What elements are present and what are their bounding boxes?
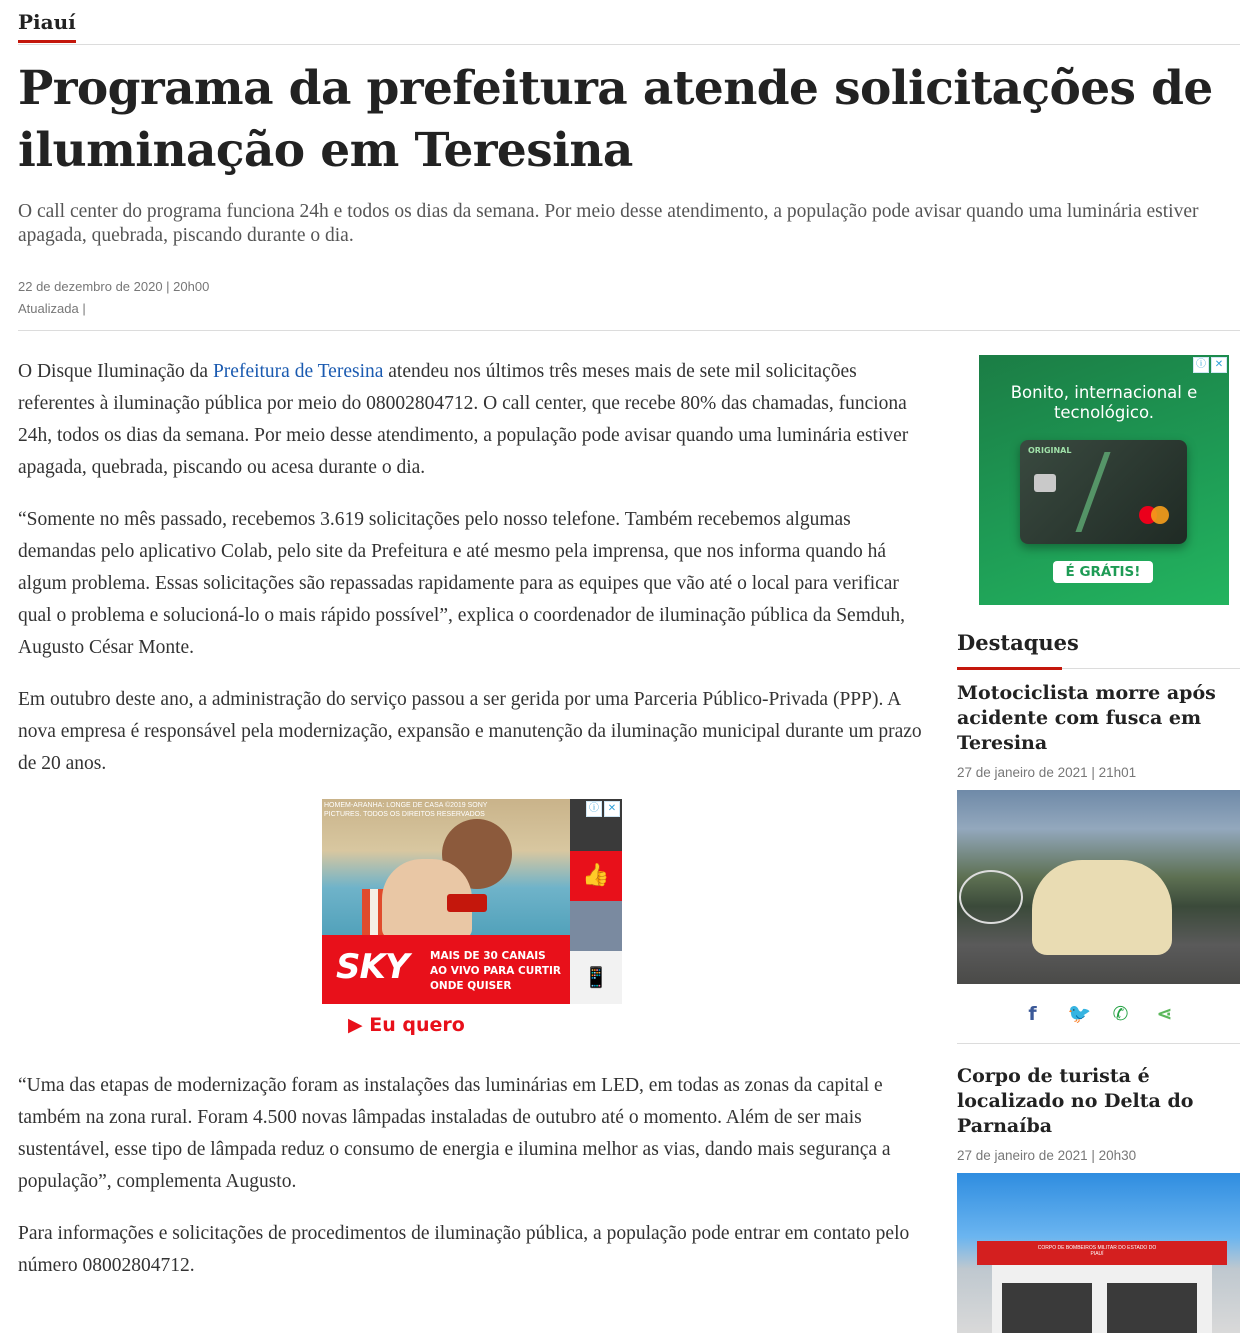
share-row [957,1002,1240,1044]
highlight-title[interactable]: Motociclista morre após acidente com fusca em Teresina [957,682,1216,754]
facebook-icon[interactable]: f [1028,1003,1037,1025]
paragraph-3: Em outubro deste ano, a administração do serviço passou a ser gerida por uma Parceria Público-Privada (PPP). A nova empresa é responsável pela modernização, expansão e manutenção da iluminação municipal durante um prazo de 20 anos. [18,689,922,774]
card-ad-title: Bonito, internacional e tecnológico. [1010,383,1198,422]
card-brand: ORIGINAL [1028,446,1072,455]
phone-shape [447,894,487,912]
sky-tile-3 [570,901,622,951]
card-chip [1034,474,1056,492]
door-shape [1107,1283,1197,1333]
ad-info-icon[interactable]: ⓘ [586,801,602,817]
car-shape [1032,860,1172,955]
sky-logo: SKY [336,947,409,987]
sky-ad-photo [322,799,570,947]
paragraph-1-start: O Disque Iluminação da [18,361,213,382]
article-meta [18,276,209,320]
paragraph-1-end: atendeu nos últimos três meses mais de sete mil solicitações referentes à iluminação pública por meio do 08002804712. O call center, que recebe 80% das chamadas, funciona 24h, todos os dias da semana. Por meio desse atendimento, a população pode avisar quando uma luminária estiver apagada, quebrada, piscando ou acesa durante o dia. [18,361,909,478]
highlight-date: 27 de janeiro de 2021 | 21h01 [957,765,1137,780]
highlight-title[interactable]: Corpo de turista é localizado no Delta do Parnaíba [957,1065,1194,1137]
article-updated: Atualizada | [18,301,86,316]
sky-cta-button[interactable]: ▶ Eu quero [348,1014,465,1036]
credit-card-image [1020,440,1187,544]
ad-close-icon[interactable]: ✕ [1211,357,1227,373]
card-ad-button[interactable]: É GRÁTIS! [1053,561,1153,583]
ad-info-icon[interactable]: ⓘ [1193,357,1209,373]
highlight-card[interactable] [957,1064,1240,1333]
paragraph-5: Para informações e solicitações de procedimentos de iluminação pública, a população pode entrar em contato pelo número 08002804712. [18,1223,910,1276]
mastercard-icon [1139,506,1169,524]
sidebar-highlights [957,628,1240,1333]
thumbs-up-icon: 👍 [570,851,622,901]
article-title: Programa da prefeitura atende solicitações de iluminação em Teresina [18,61,1213,178]
ad-close-icon[interactable]: ✕ [604,801,620,817]
ad-choices [586,801,620,817]
highlight-image[interactable] [957,1173,1240,1333]
section-label[interactable]: Piauí [18,8,76,43]
paragraph-1 [18,356,928,484]
card-ad[interactable] [979,355,1229,605]
door-shape [1002,1283,1092,1333]
sidebar-title: Destaques [957,628,1240,669]
station-sign: CORPO DE BOMBEIROS MILITAR DO ESTADO DO PIAUÍ [1037,1245,1157,1257]
sky-ad-banner [322,935,570,1004]
article-subtitle: O call center do programa funciona 24h e todos os dias da semana. Por meio desse atendimento, a população pode avisar quando uma luminária estiver apagada, quebrada, piscando durante o dia. [18,201,1199,246]
article-date: 22 de dezembro de 2020 | 20h00 [18,279,210,294]
whatsapp-icon[interactable]: ✆ [1112,1003,1129,1025]
divider [18,330,1240,331]
twitter-icon[interactable]: 🐦 [1067,1003,1092,1025]
sky-ad-credit: HOMEM-ARANHA: LONGE DE CASA ©2019 SONY PICTURES. TODOS OS DIREITOS RESERVADOS [324,802,488,818]
highlight-image[interactable] [957,790,1240,984]
paragraph-4: “Uma das etapas de modernização foram as instalações das luminárias em LED, em todas as zonas da capital e também na zona rural. Foram 4.500 novas lâmpadas instaladas de outubro até o momento. Além de ser mais sustentável, esse tipo de lâmpada reduz o consumo de energia e ilumina melhor as vias, dando mais segurança a população”, complementa Augusto. [18,1075,891,1192]
sky-ad[interactable] [322,799,622,1049]
highlight-card[interactable] [957,681,1240,1044]
highlight-date: 27 de janeiro de 2021 | 20h30 [957,1148,1137,1163]
phone-icon: 📱 [570,951,622,1004]
prefeitura-link[interactable]: Prefeitura de Teresina [212,361,384,382]
circle-mark [959,870,1023,924]
paragraph-2: “Somente no mês passado, recebemos 3.619 solicitações pelo nosso telefone. Também recebemos algumas demandas pelo aplicativo Colab, pelo site da Prefeitura e até mesmo pela imprensa, que nos informa quando há algum problema. Essas solicitações são repassadas rapidamente para as equipes que vão até o local para verificar qual o problema e solucioná-lo o mais rápido possível”, explica o coordenador de iluminação pública da Semduh, Augusto César Monte. [18,509,905,658]
share-icon[interactable]: ⋖ [1156,1003,1173,1025]
section-header [18,8,1240,45]
ad-choices [1193,357,1227,373]
sky-ad-side-tiles [570,799,622,1004]
sky-ad-text: MAIS DE 30 CANAIS AO VIVO PARA CURTIR ONDE QUISER [430,950,561,992]
